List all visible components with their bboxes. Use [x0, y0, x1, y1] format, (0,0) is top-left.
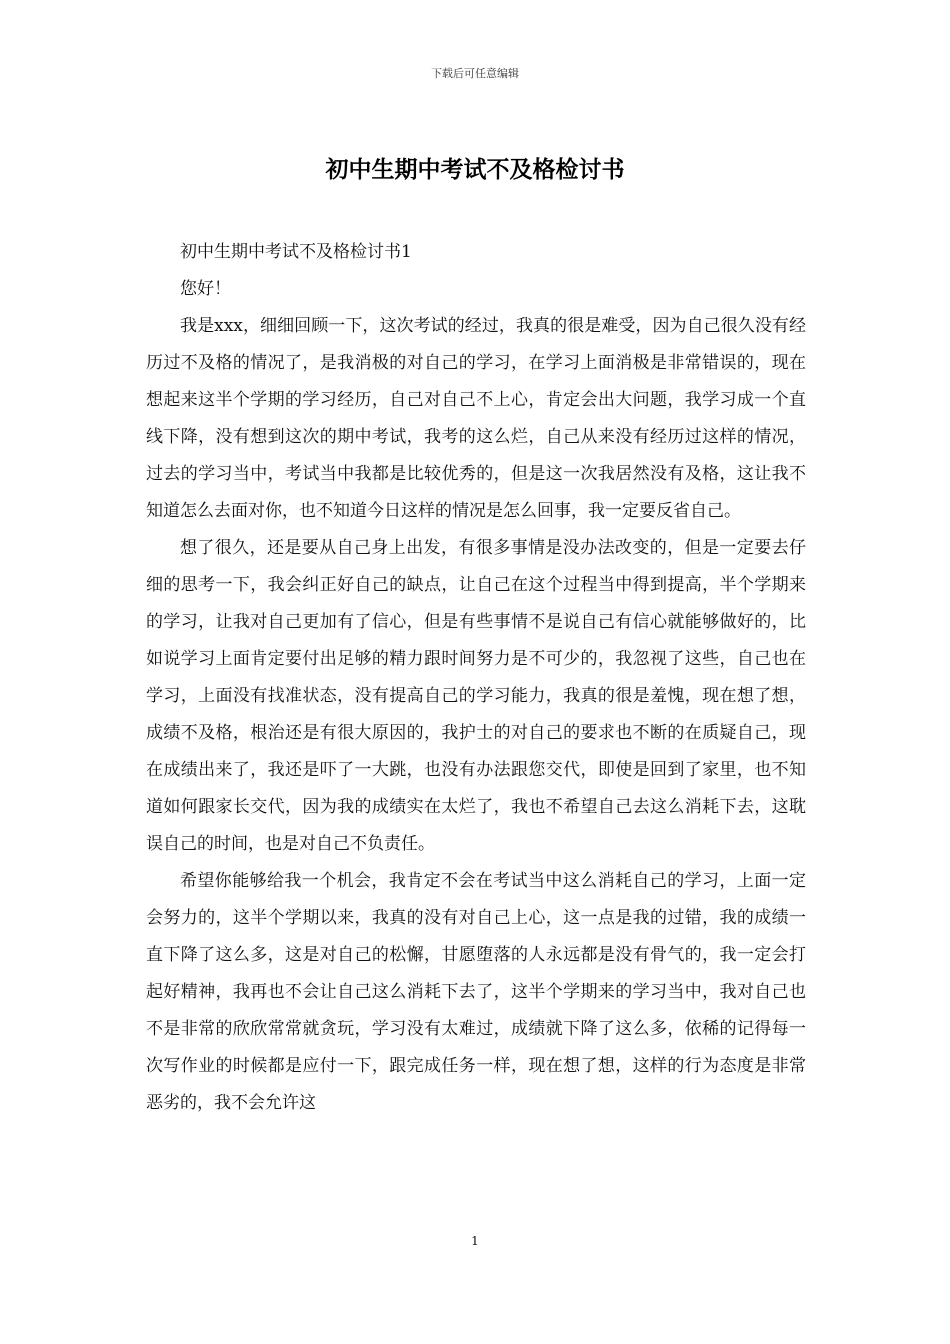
document-subtitle: 初中生期中考试不及格检讨书1 — [180, 242, 412, 262]
body-paragraph: 我是xxx，细细回顾一下，这次考试的经过，我真的很是难受，因为自己很久没有经历过不及格的情况了，是我消极的对自己的学习，在学习上面消极是非常错误的，现在想起来这半个学期的学习经历，自己对自己不上心，肯定会出大问题，我学习成一个直线下降，没有想到这次的期中考试，我考的这么烂，自己从来没有经历过这样的情况，过去的学习当中，考试当中我都是比较优秀的，但是这一次我居然没有及格，这让我不知道怎么去面对你，也不知道今日这样的情况是怎么回事，我一定要反省自己。 — [146, 316, 806, 521]
document-body — [146, 234, 806, 1122]
header-note: 下载后可任意编辑 — [431, 67, 519, 80]
page-number: 1 — [471, 1234, 479, 1248]
document-title: 初中生期中考试不及格检讨书 — [325, 156, 625, 183]
body-paragraph: 想了很久，还是要从自己身上出发，有很多事情是没办法改变的，但是一定要去仔细的思考一下，我会纠正好自己的缺点，让自己在这个过程当中得到提高，半个学期来的学习，让我对自己更加有了信心，但是有些事情不是说自己有信心就能够做好的，比如说学习上面肯定要付出足够的精力跟时间努力是不可少的，我忽视了这些，自己也在学习，上面没有找准状态，没有提高自己的学习能力，我真的很是羞愧，现在想了想，成绩不及格，根治还是有很大原因的，我护士的对自己的要求也不断的在质疑自己，现在成绩出来了，我还是吓了一大跳，也没有办法跟您交代，即使是回到了家里，也不知道如何跟家长交代，因为我的成绩实在太烂了，我也不希望自己去这么消耗下去，这耽误自己的时间，也是对自己不负责任。 — [146, 538, 806, 854]
body-paragraph: 希望你能够给我一个机会，我肯定不会在考试当中这么消耗自己的学习，上面一定会努力的，这半个学期以来，我真的没有对自己上心，这一点是我的过错，我的成绩一直下降了这么多，这是对自己的松懈，甘愿堕落的人永远都是没有骨气的，我一定会打起好精神，我再也不会让自己这么消耗下去了，这半个学期来的学习当中，我对自己也不是非常的欣欣常常就贪玩，学习没有太难过，成绩就下降了这么多，依稀的记得每一次写作业的时候都是应付一下，跟完成任务一样，现在想了想，这样的行为态度是非常恶劣的，我不会允许这 — [146, 871, 806, 1113]
greeting: 您好！ — [180, 279, 231, 299]
